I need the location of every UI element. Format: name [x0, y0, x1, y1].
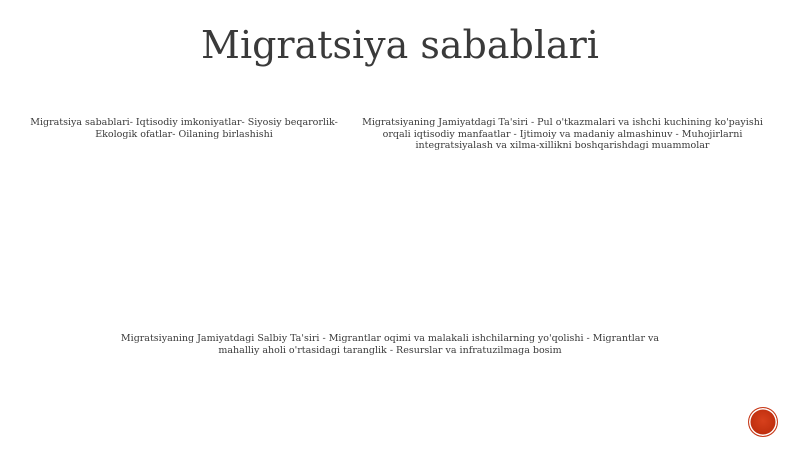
negative-impact-text-block: Migratsiyaning Jamiyatdagi Salbiy Ta'siri - Migrantlar oqimi va malakali ishchilarning yo'qolishi - Migrantlar va mahalliy aholi o'rtasidagi taranglik - Resurslar va infratuzilmaga bosim [120, 333, 660, 356]
slide-title: Migratsiya sabablari [201, 23, 599, 67]
impact-text-block: Migratsiyaning Jamiyatdagi Ta'siri - Pul o'tkazmalari va ishchi kuchining ko'payishi orqali iqtisodiy manfaatlar - Ijtimoiy va madaniy almashinuv - Muhojirlarni integratsiyalash va xilma-xillikni boshqarishdagi muammolar [362, 117, 763, 151]
causes-text-block: Migratsiya sabablari- Iqtisodiy imkoniyatlar- Siyosiy beqarorlik- Ekologik ofatlar- Oilaning birlashishi [30, 117, 338, 140]
circle-nav-button-icon[interactable] [748, 407, 778, 437]
